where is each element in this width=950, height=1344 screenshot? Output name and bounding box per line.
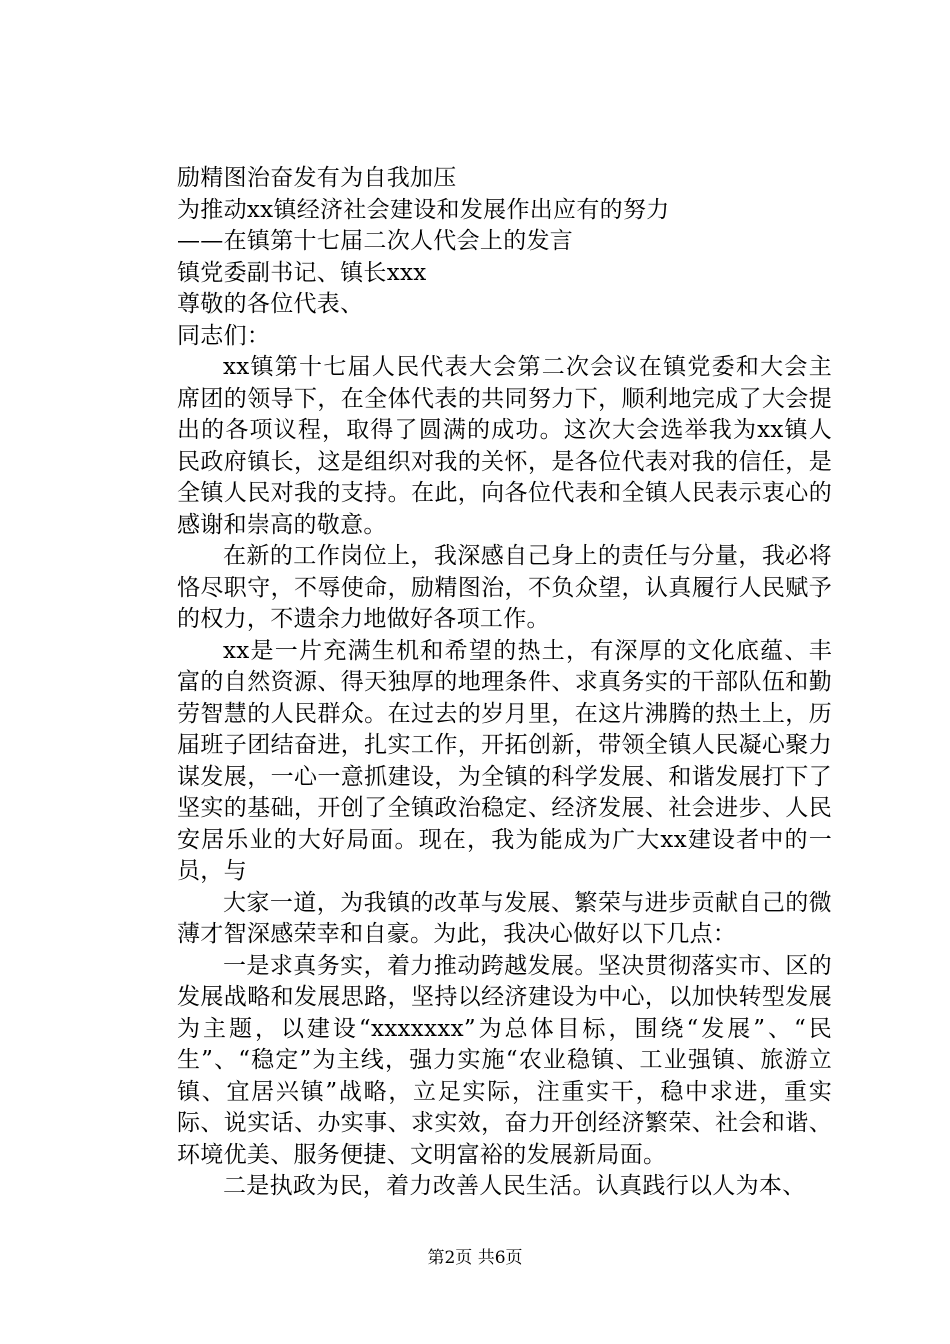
occasion-line: ——在镇第十七届二次人代会上的发言 (177, 228, 574, 254)
speaker-line: 镇党委副书记、镇长xxx (177, 259, 427, 286)
body-paragraph: 在新的工作岗位上，我深感自己身上的责任与分量，我必将恪尽职守，不辱使命，励精图治，不负众望，认真履行人民赋予的权力，不遗余力地做好各项工作。 (177, 543, 832, 632)
salutation-line: 尊敬的各位代表、 (177, 291, 364, 317)
body-paragraph: 二是执政为民，着力改善人民生活。认真践行以人为本、 (223, 1173, 806, 1199)
body-paragraph: 一是求真务实，着力推动跨越发展。坚决贯彻落实市、区的发展战略和发展思路，坚持以经济建设为中心，以加快转型发展为主题，以建设“xxxxxxx”为总体目标，围绕“发展”、“民生”、“稳定”为主线，强力实施“农业稳镇、工业强镇、旅游立镇、宜居兴镇”战略，立足实际，注重实干，稳中求进，重实际、说实话、办实事、求实效，奋力开创经济繁荣、社会和谐、环境优美、服务便捷、文明富裕的发展新局面。 (177, 952, 832, 1168)
body-paragraph: xx是一片充满生机和希望的热土，有深厚的文化底蕴、丰富的自然资源、得天独厚的地理条件、求真务实的干部队伍和勤劳智慧的人民群众。在过去的岁月里，在这片沸腾的热土上，历届班子团结奋进，扎实工作，开拓创新，带领全镇人民凝心聚力谋发展，一心一意抓建设，为全镇的科学发展、和谐发展打下了坚实的基础，开创了全镇政治稳定、经济发展、社会进步、人民安居乐业的大好局面。现在，我为能成为广大xx建设者中的一员，与 (177, 637, 832, 884)
subtitle-line: 为推动xx镇经济社会建设和发展作出应有的努力 (177, 196, 670, 223)
page-number-footer: 第2页 共6页 (427, 1248, 523, 1268)
body-paragraph: 大家一道，为我镇的改革与发展、繁荣与进步贡献自己的微薄才智深感荣幸和自豪。为此，我决心做好以下几点： (177, 889, 832, 947)
title-line: 励精图治奋发有为自我加压 (177, 165, 457, 191)
salutation-line: 同志们： (177, 322, 271, 349)
body-paragraph: xx镇第十七届人民代表大会第二次会议在镇党委和大会主席团的领导下，在全体代表的共同努力下，顺利地完成了大会提出的各项议程，取得了圆满的成功。这次大会选举我为xx镇人民政府镇长，这是组织对我的关怀，是各位代表对我的信任，是全镇人民对我的支持。在此，向各位代表和全镇人民表示衷心的感谢和崇高的敬意。 (177, 354, 832, 538)
document-body (177, 163, 832, 1203)
